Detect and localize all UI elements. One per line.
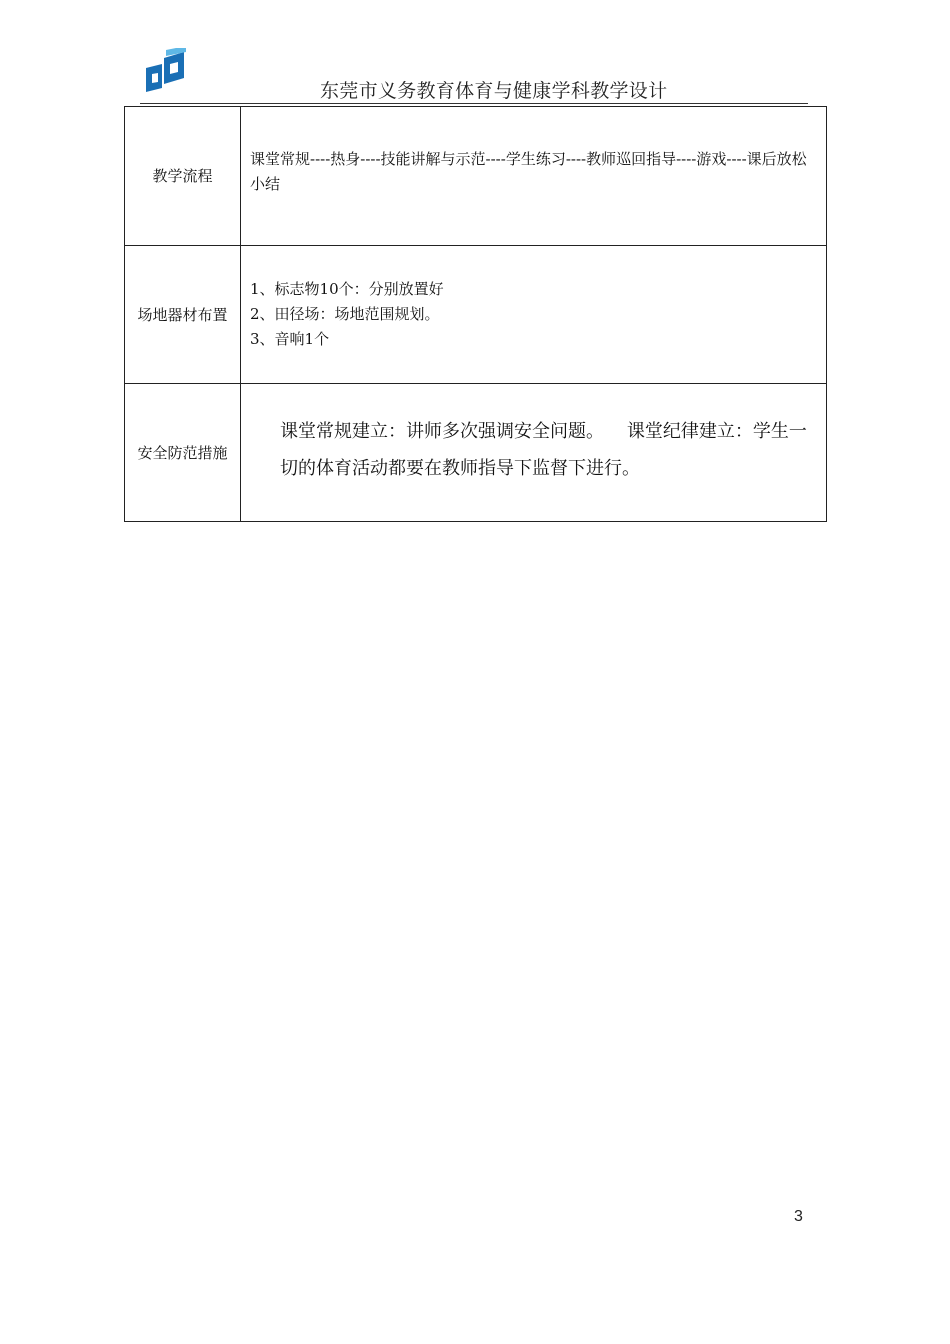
row-label-teaching-process: 教学流程 — [125, 107, 241, 246]
teaching-process-content — [241, 107, 827, 246]
header-divider — [140, 103, 808, 104]
safety-measures-content — [241, 384, 827, 522]
school-logo-icon — [140, 48, 192, 96]
teaching-process-text: 课堂常规----热身----技能讲解与示范----学生练习----教师巡回指导----游戏----课后放松小结 — [250, 150, 807, 193]
document-header-title: 东莞市义务教育体育与健康学科教学设计 — [320, 80, 668, 102]
equipment-item-2: 2、田径场：场地范围规划。 — [250, 305, 440, 323]
table-row — [125, 384, 827, 522]
safety-measures-text: 课堂常规建立：讲师多次强调安全问题。 课堂纪律建立：学生一切的体育活动都要在教师指导下监督下进行。 — [280, 420, 807, 479]
lesson-plan-table — [124, 106, 827, 522]
table-row — [125, 246, 827, 384]
equipment-item-1: 1、标志物10个：分别放置好 — [250, 280, 444, 298]
row-label-safety-measures: 安全防范措施 — [125, 384, 241, 522]
table-row — [125, 107, 827, 246]
venue-equipment-content — [241, 246, 827, 384]
row-label-venue-equipment: 场地器材布置 — [125, 246, 241, 384]
equipment-item-3: 3、音响1个 — [250, 330, 330, 348]
page-number: 3 — [794, 1208, 803, 1225]
